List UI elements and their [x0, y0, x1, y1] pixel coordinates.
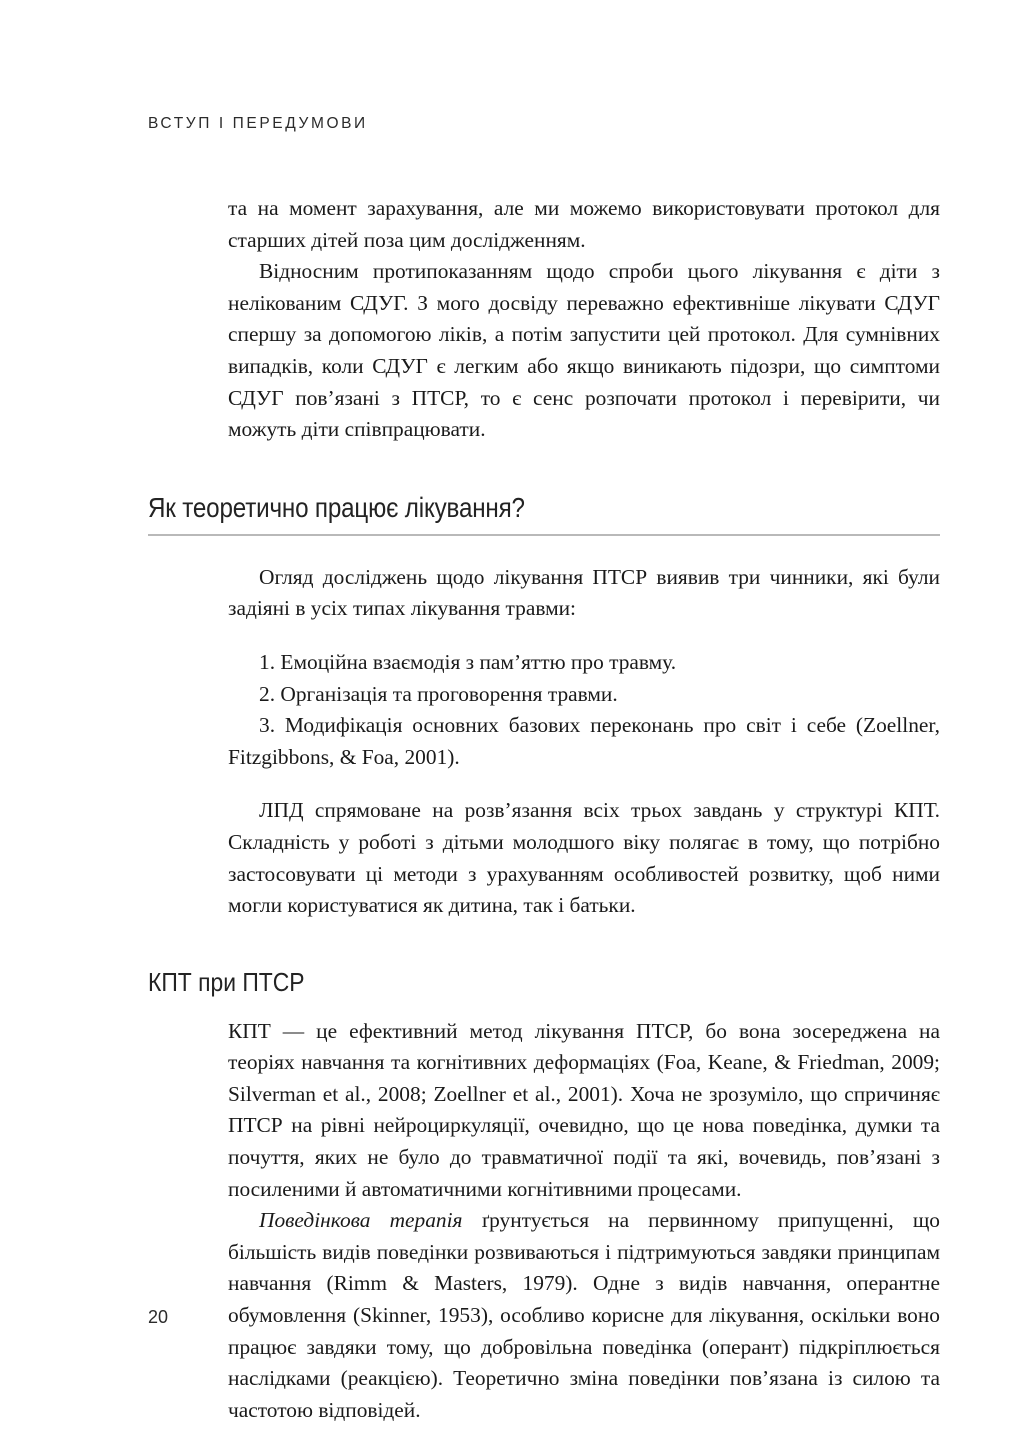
paragraph-continuation: та на момент зарахування, але ми можемо використовувати протокол для старших дітей поза цим дослідженням. — [228, 196, 940, 252]
numbered-factor-list — [228, 647, 940, 773]
paragraph: КПТ — це ефективний метод лікування ПТСР, бо вона зосереджена на теоріях навчання та когнітивних деформаціях (Foa, Keane, & Friedman, 2009; Silverman et al., 2008; Zoellner et al., 2001). Хоча не зрозуміло, що спричиняє ПТСР на рівні нейроциркуляції, очевидно, що це нова поведінка, думки та почуття, яких не було до травматичної події та які, вочевидь, пов’язані з посиленими й автоматичними когнітивними процесами. — [228, 1018, 940, 1201]
list-item: 1. Емоційна взаємодія з пам’яттю про травму. — [259, 649, 677, 674]
sub-heading-cbt-for-ptsd: КПТ при ПТСР — [148, 966, 305, 997]
paragraph-text: ґрунтується на первинному припущенні, що більшість видів поведінки розвиваються і підтримуються завдяки принципам навчання (Rimm & Masters, 1979). Одне з видів навчання, оперантне обумовлення (Skinner, 1953), особливо корисне для лікування, оскільки воно працює завдяки тому, що добровільна поведінка (оперант) підкріплюється наслідками (реакцією). Теоретично зміна поведінки пов’язана із силою та частотою відповідей. — [228, 1208, 940, 1422]
section-heading-how-treatment-works: Як теоретично працює лікування? — [148, 491, 525, 523]
paragraph: ЛПД спрямоване на розв’язання всіх трьох завдань у структурі КПТ. Складність у роботі з дітьми молодшого віку полягає в тому, що потрібно застосовувати ці методи з урахуванням особливостей розвитку, щоб ними могли користуватися як дитина, так і батьки. — [228, 798, 940, 918]
heading-divider — [148, 534, 940, 536]
page-content — [148, 193, 940, 1426]
section-1-text-block — [228, 562, 940, 922]
paragraph: Відносним протипоказанням щодо спроби цього лікування є діти з нелікованим СДУГ. З мого досвіду переважно ефективніше лікувати СДУГ спершу за допомогою ліків, а потім запустити цей протокол. Для сумнівних випадків, коли СДУГ є легким або якщо виникають підозри, що симптоми СДУГ пов’язані з ПТСР, то є сенс розпочати протокол і перевірити, чи можуть діти співпрацювати. — [228, 259, 940, 442]
running-head: ВСТУП І ПЕРЕДУМОВИ — [148, 115, 368, 132]
paragraph — [228, 1205, 940, 1426]
list-item: 3. Модифікація основних базових переконань про світ і себе (Zoellner, Fitzgibbons, & Foa, 2001). — [228, 713, 940, 769]
paragraph: Огляд досліджень щодо лікування ПТСР виявив три чинники, які були задіяні в усіх типах лікування травми: — [228, 564, 940, 621]
page-number: 20 — [148, 1307, 169, 1327]
italic-term: Поведінкова терапія — [259, 1208, 463, 1233]
intro-text-block — [228, 193, 940, 446]
sub-heading-block — [148, 966, 940, 998]
section-2-text-block — [228, 1016, 940, 1427]
list-item: 2. Організація та проговорення травми. — [259, 681, 618, 706]
section-heading-block — [148, 491, 940, 536]
